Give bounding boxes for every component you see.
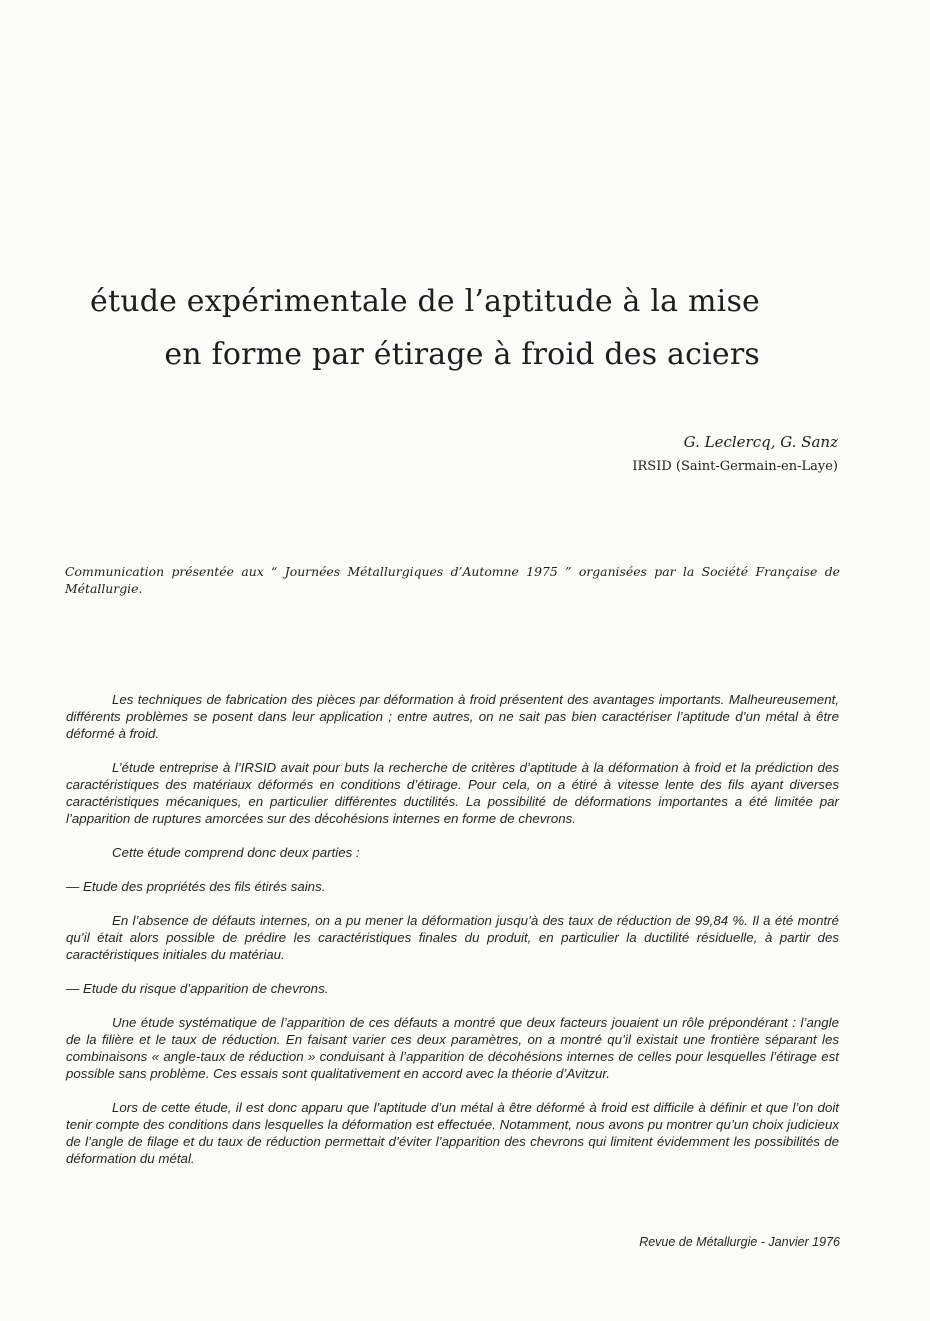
abstract-paragraph-6: Lors de cette étude, il est donc apparu que l’aptitude d’un métal à être déformé à froid est difficile à définir et que l’on doit tenir compte des conditions dans lesquelles la déformation est effectuée. Notamment, nous avons pu montrer qu’un choix judicieux de l’angle de filage et du taux de réduction permettait d’éviter l’apparition des chevrons qui limitent évidemment les possibilités de déformation du métal. (66, 1100, 839, 1166)
journal-footer: Revue de Métallurgie - Janvier 1976 (639, 1235, 840, 1249)
authors: G. Leclercq, G. Sanz (683, 433, 838, 451)
article-title-line-2: en forme par étirage à froid des aciers (164, 337, 760, 372)
abstract-paragraph-1: Les techniques de fabrication des pièces par déformation à froid présentent des avantages importants. Malheureusement, différents problèmes se posent dans leur application ; entre autres, on ne sait pas bien caractériser l’aptitude d’un métal à être déformé à froid. (66, 692, 839, 741)
abstract-part-1-heading: — Etude des propriétés des fils étirés sains. (66, 879, 326, 894)
communication-note: Communication présentée aux “ Journées Métallurgiques d’Automne 1975 ” organisées par la Société Française de Métallurgie. (65, 564, 840, 596)
abstract (66, 691, 839, 1184)
abstract-paragraph-3: Cette étude comprend donc deux parties : (112, 845, 360, 860)
abstract-paragraph-2: L’étude entreprise à l’IRSID avait pour buts la recherche de critères d’aptitude à la déformation à froid et la prédiction des caractéristiques des matériaux déformés en conditions d’étirage. Pour cela, on a étiré à vitesse lente des fils ayant diverses caractéristiques mécaniques, en particulier différentes ductilités. La possibilité de déformations importantes a été limitée par l’apparition de ruptures amorcées sur des décohésions internes en forme de chevrons. (66, 760, 839, 826)
article-title-line-1: étude expérimentale de l’aptitude à la mise (89, 284, 760, 319)
abstract-part-2-heading: — Etude du risque d’apparition de chevrons. (66, 981, 329, 996)
affiliation: IRSID (Saint-Germain-en-Laye) (632, 459, 838, 474)
abstract-paragraph-5: Une étude systématique de l’apparition de ces défauts a montré que deux facteurs jouaient un rôle prépondérant : l’angle de la filière et le taux de réduction. En faisant varier ces deux paramètres, on a montré qu’il existait une frontière séparant les combinaisons « angle-taux de réduction » conduisant à l’apparition de décohésions internes de celles pour lesquelles l’étirage est possible sans problème. Ces essais sont qualitativement en accord avec la théorie d’Avitzur. (66, 1015, 839, 1081)
abstract-paragraph-4: En l’absence de défauts internes, on a pu mener la déformation jusqu’à des taux de réduction de 99,84 %. Il a été montré qu’il était alors possible de prédire les caractéristiques finales du produit, en particulier la ductilité résiduelle, à partir des caractéristiques initiales du matériau. (66, 913, 839, 962)
